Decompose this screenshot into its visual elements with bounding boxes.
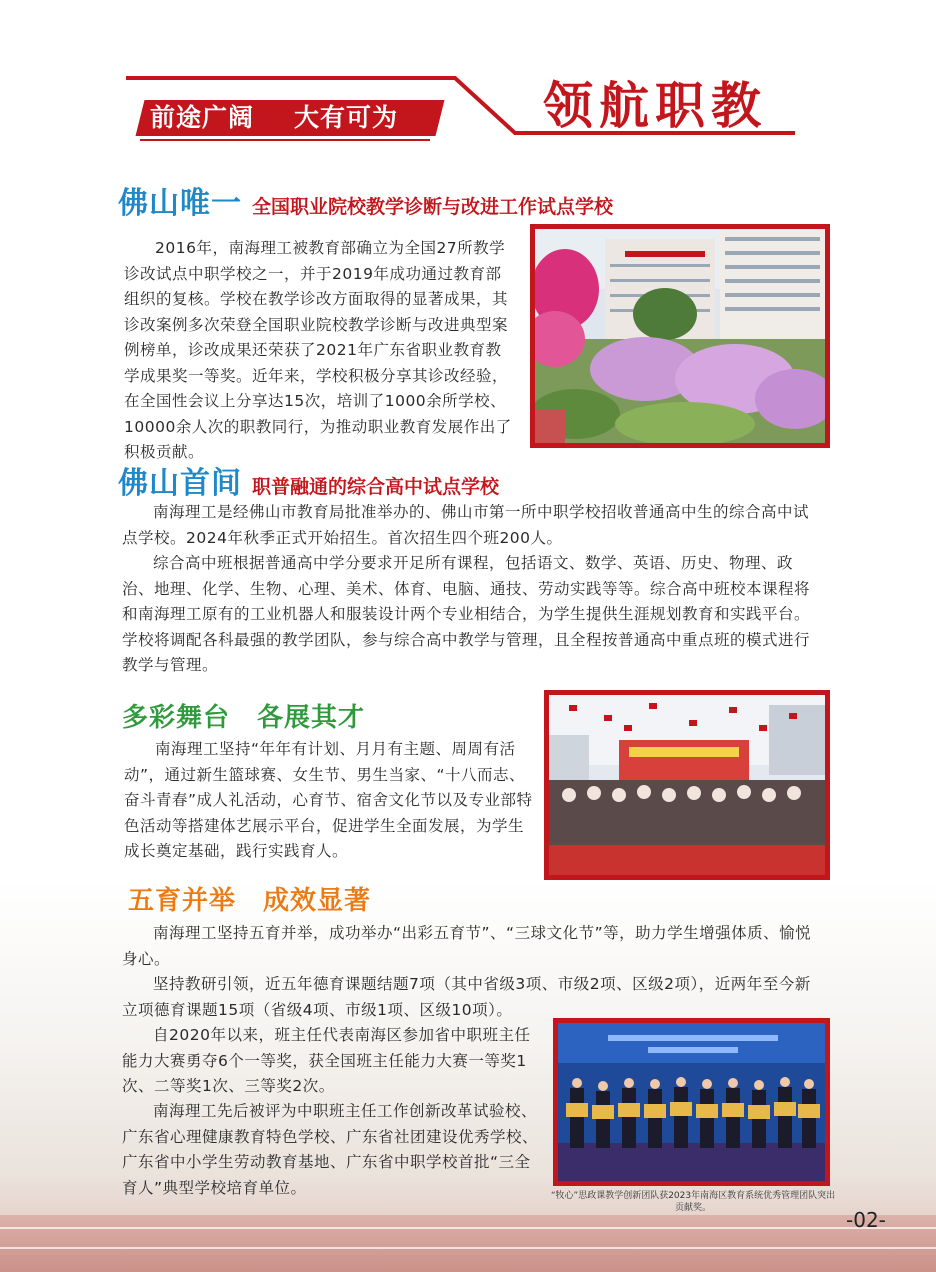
section-3-heading bbox=[122, 697, 365, 734]
section-3-paragraph: 南海理工坚持“年年有计划、月月有主题、周周有活动”，通过新生篮球赛、女生节、男生当家、“十八而志、奋斗青春”成人礼活动，心育节、宿舍文化节以及专业部特色活动等搭建体艺展示平台，促进学生全面发展，为学生成长奠定基础，践行实践育人。 bbox=[124, 740, 533, 860]
section-2-subtitle: 职普融通的综合高中试点学校 bbox=[252, 476, 500, 498]
campus-photo bbox=[530, 224, 830, 448]
award-ceremony-photo bbox=[553, 1018, 830, 1186]
section-2-paragraph-1: 南海理工是经佛山市教育局批准举办的、佛山市第一所中职学校招收普通高中生的综合高中试点学校。2024年秋季正式开始招生。首次招生四个班200人。 bbox=[122, 503, 810, 547]
section-4-title: 五育并举 成效显著 bbox=[128, 886, 372, 916]
section-3-title: 多彩舞台 各展其才 bbox=[122, 703, 366, 733]
section-4-paragraph-1: 南海理工坚持五育并举，成功举办“出彩五育节”、“三球文化节”等，助力学生增强体质、愉悦身心。 bbox=[122, 924, 812, 968]
photo-caption: “牧心”思政课教学创新团队获2023年南海区教育系统优秀管理团队突出贡献奖。 bbox=[550, 1191, 836, 1213]
section-2-paragraph-2: 综合高中班根据普通高中学分要求开足所有课程，包括语文、数学、英语、历史、物理、政治、地理、化学、生物、心理、美术、体育、电脑、通技、劳动实践等等。综合高中班校本课程将和南海理工原有的工业机器人和服装设计两个专业相结合，为学生提供生涯规划教育和实践平台。学校将调配各科最强的教学团队，参与综合高中教学与管理，且全程按普通高中重点班的模式进行教学与管理。 bbox=[122, 554, 811, 674]
section-2-title: 佛山首间 bbox=[118, 466, 242, 501]
slogan-right: 大有可为 bbox=[294, 103, 399, 132]
page-title: 领航职教 bbox=[543, 77, 767, 135]
page-number: -02- bbox=[846, 1208, 886, 1232]
running-track bbox=[0, 1215, 936, 1272]
graduation-photo bbox=[544, 690, 830, 880]
section-1-subtitle: 全国职业院校教学诊断与改进工作试点学校 bbox=[252, 196, 614, 218]
section-2-heading bbox=[118, 458, 499, 502]
section-1-title: 佛山唯一 bbox=[118, 186, 242, 221]
section-1-paragraph: 2016年，南海理工被教育部确立为全国27所教学诊改试点中职学校之一，并于2019年成功通过教育部组织的复核。学校在教学诊改方面取得的显著成果，其诊改案例多次荣登全国职业院校教学诊断与改进典型案例榜单，诊改成果还荣获了2021年广东省职业教育教学成果奖一等奖。近年来，学校积极分享其诊改经验，在全国性会议上分享达15次，培训了1000余所学校、10000余人次的职教同行，为推动职业教育发展作出了积极贡献。 bbox=[124, 239, 512, 461]
section-4-paragraph-4: 南海理工先后被评为中职班主任工作创新改革试验校、广东省心理健康教育特色学校、广东省社团建设优秀学校、广东省中小学生劳动教育基地、广东省中职学校首批“三全育人”典型学校培育单位。 bbox=[122, 1102, 539, 1197]
section-1-heading bbox=[118, 178, 613, 222]
slogan-left: 前途广阔 bbox=[150, 103, 255, 132]
section-4-heading bbox=[128, 880, 371, 917]
section-4-paragraph-3: 自2020年以来，班主任代表南海区参加省中职班主任能力大赛勇夺6个一等奖，获全国班主任能力大赛一等奖1次、二等奖1次、三等奖2次。 bbox=[122, 1026, 531, 1095]
section-4-paragraph-2: 坚持教研引领，近五年德育课题结题7项（其中省级3项、市级2项、区级2项），近两年至今新立项德育课题15项（省级4项、市级1项、区级10项）。 bbox=[122, 975, 811, 1019]
header-slogan bbox=[150, 100, 440, 136]
